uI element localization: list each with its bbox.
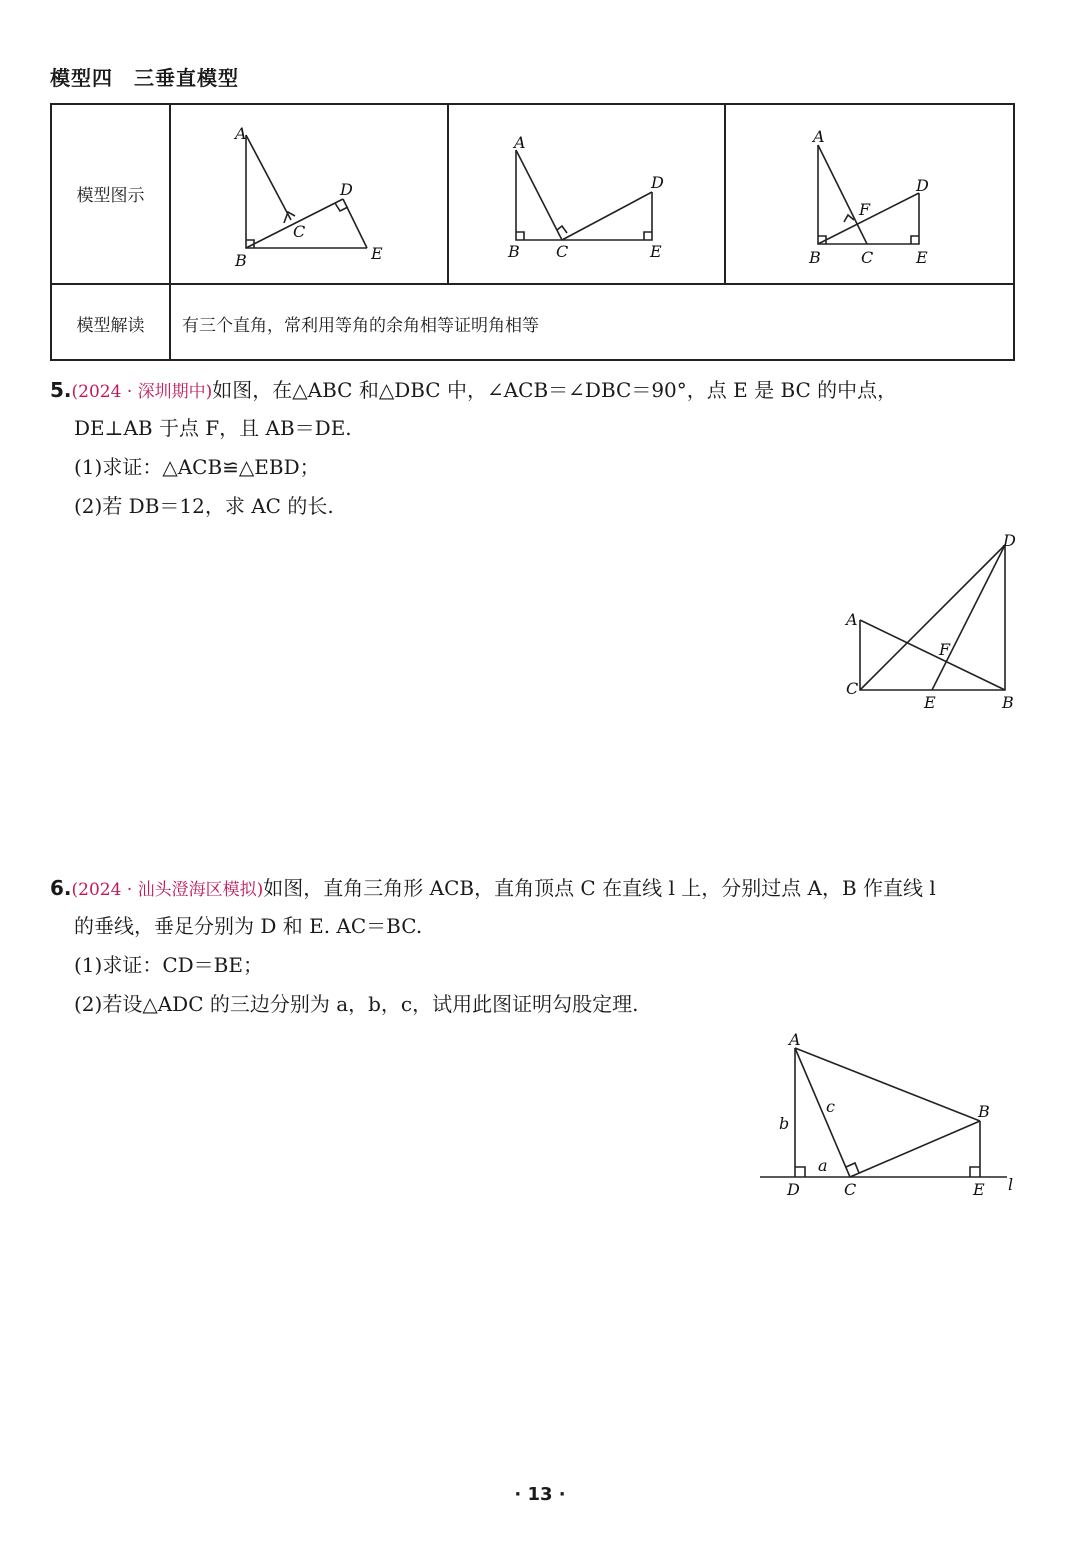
model-diagram-1 <box>170 105 447 283</box>
model-diagram-3 <box>725 105 1013 283</box>
p6-right-angle-e <box>970 1167 980 1177</box>
interpretation-text: 有三个直角，常利用等角的余角相等证明角相等 <box>182 316 539 336</box>
d1-line-ac <box>246 135 291 220</box>
table-row-divider <box>52 283 1013 285</box>
problem6-line2: 的垂线，垂足分别为 D 和 E. AC＝BC. <box>74 914 423 938</box>
d3-label-0: A <box>813 127 825 146</box>
d3-label-1: F <box>859 200 871 219</box>
p6-label-8: l <box>1008 1175 1014 1194</box>
problem5-line2: DE⊥AB 于点 F，且 AB＝DE. <box>74 416 352 440</box>
p6-right-angle-d <box>795 1167 805 1177</box>
problem6-source: (2024 · 汕头澄海区模拟) <box>71 880 264 900</box>
problem5-source: (2024 · 深圳期中) <box>71 382 213 402</box>
d2-shape-abed <box>516 150 652 240</box>
p5-label-0: D <box>1003 531 1016 550</box>
p5-line-ab <box>860 620 1005 690</box>
d1-label-3: D <box>340 180 353 199</box>
problem5-figure <box>835 525 1025 720</box>
problem6-part1: (1)求证：CD＝BE； <box>74 953 263 977</box>
d2-label-1: B <box>508 242 520 261</box>
p6-line-cb <box>850 1121 980 1177</box>
d1-line-de <box>343 199 367 248</box>
problem6-figure <box>755 1030 1030 1205</box>
d2-label-3: D <box>651 173 664 192</box>
problem5-part1: (1)求证：△ACB≌△EBD； <box>74 455 320 479</box>
d2-right-angle-b <box>516 232 524 240</box>
p5-label-5: B <box>1002 693 1014 712</box>
p5-line-cd <box>860 545 1005 690</box>
section-title: 模型四 三垂直模型 <box>50 66 239 90</box>
page-number: · 13 · <box>514 1484 566 1505</box>
p5-label-3: C <box>846 679 859 698</box>
p6-label-7: E <box>973 1180 985 1199</box>
model-table <box>50 103 1015 361</box>
d2-line-cd <box>562 192 652 240</box>
problem6-line1 <box>50 874 936 904</box>
p5-label-4: E <box>924 693 936 712</box>
problem6-part2: (2)若设△ADC 的三边分别为 a，b，c，试用此图证明勾股定理. <box>74 992 639 1016</box>
p6-label-4: a <box>818 1156 828 1175</box>
d3-label-5: E <box>916 248 928 267</box>
problem6-statement-1: 如图，直角三角形 ACB，直角顶点 C 在直线 l 上，分别过点 A，B 作直线 l <box>263 876 936 900</box>
p5-label-2: F <box>939 640 951 659</box>
p6-label-2: b <box>779 1114 790 1133</box>
p5-line-ed <box>932 545 1005 690</box>
p6-label-1: B <box>978 1102 990 1121</box>
d2-label-4: E <box>650 242 662 261</box>
problem6-number: 6. <box>50 876 72 900</box>
row-label-interpretation: 模型解读 <box>76 316 145 336</box>
p6-label-3: c <box>826 1097 835 1116</box>
d3-label-3: B <box>809 248 821 267</box>
d3-shape-abed <box>818 145 919 244</box>
d3-line-ac <box>818 145 867 244</box>
problem5-statement-1: 如图，在△ABC 和△DBC 中，∠ACB＝∠DBC＝90°，点 E 是 BC 的中点， <box>212 378 898 402</box>
d2-right-angle-e <box>644 232 652 240</box>
p6-label-0: A <box>789 1030 801 1049</box>
p5-label-1: A <box>846 610 858 629</box>
model-diagram-2 <box>448 105 724 283</box>
p6-label-6: C <box>844 1180 857 1199</box>
d1-label-4: E <box>371 244 383 263</box>
row-label-diagram: 模型图示 <box>76 186 145 206</box>
d1-label-2: C <box>293 222 306 241</box>
d1-label-1: B <box>235 251 247 270</box>
problem5-part2: (2)若 DB＝12，求 AC 的长. <box>74 494 334 518</box>
d3-label-2: D <box>916 176 929 195</box>
d3-label-4: C <box>861 248 874 267</box>
p6-line-ab <box>795 1048 980 1121</box>
problem5-number: 5. <box>50 378 72 402</box>
d2-label-2: C <box>556 242 569 261</box>
d2-line-ac <box>516 150 562 240</box>
d1-label-0: A <box>235 124 247 143</box>
d2-label-0: A <box>514 133 526 152</box>
d3-right-angle-e <box>911 236 919 244</box>
problem5-line1 <box>50 376 897 406</box>
p6-label-5: D <box>787 1180 800 1199</box>
